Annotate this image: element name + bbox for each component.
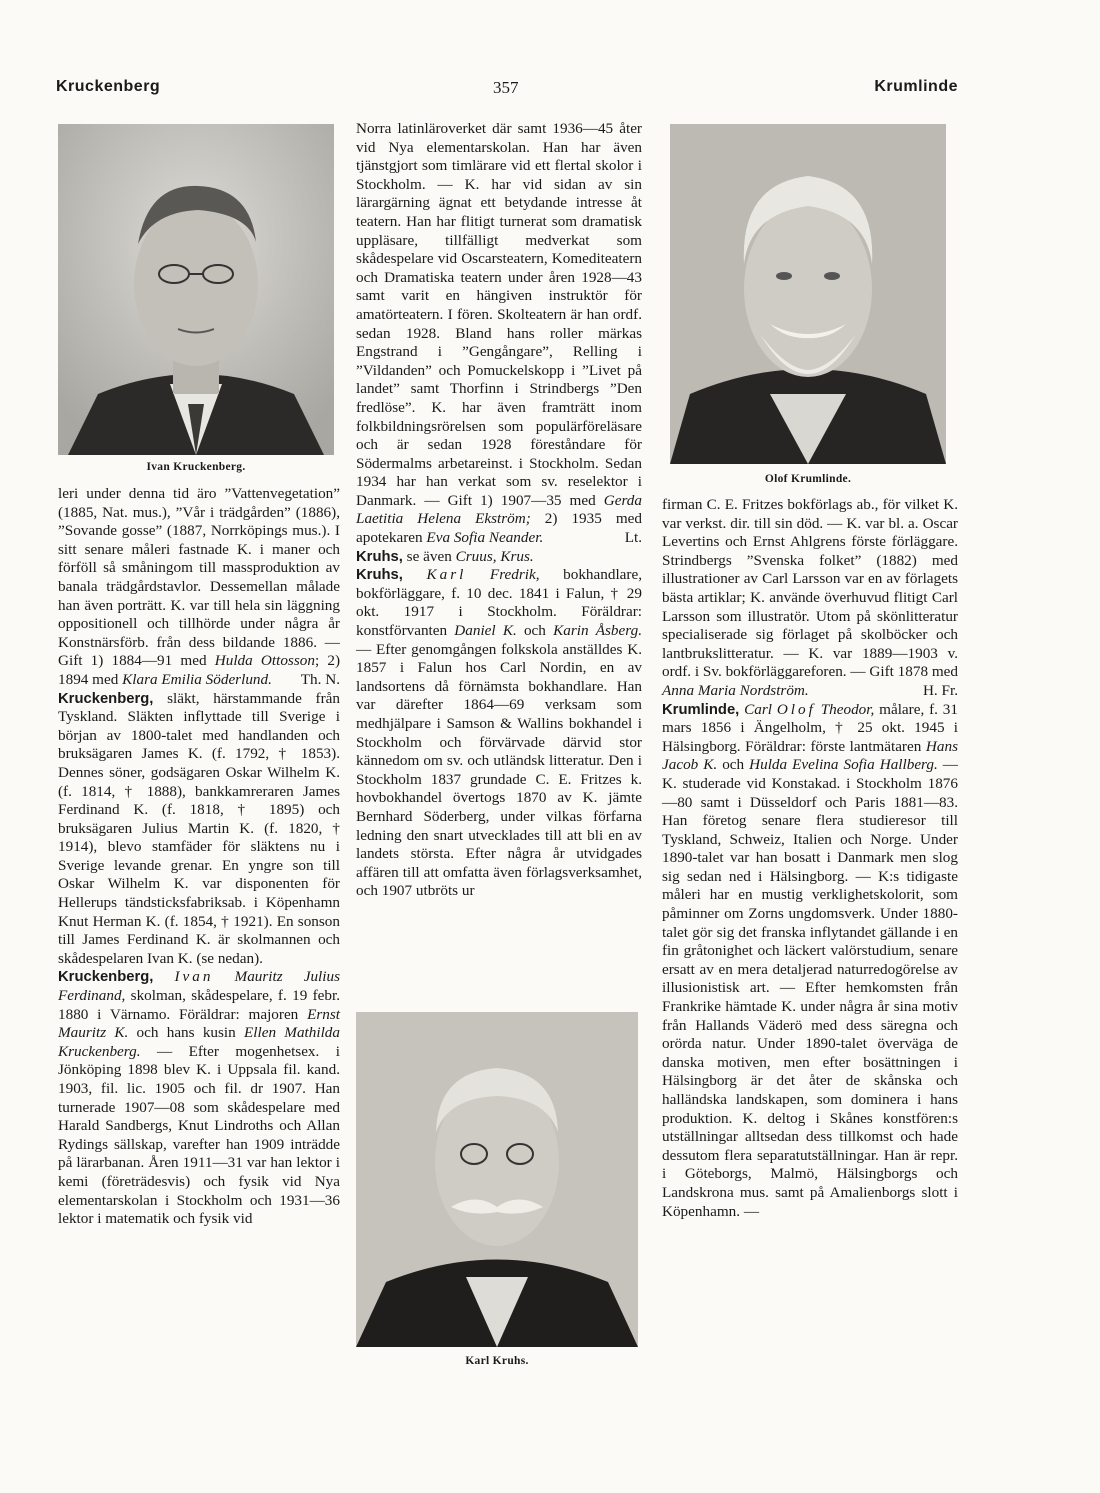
entry-ivan-kruckenberg-continued: Norra latinläroverket där samt 1936—45 åter vid Nya elementarskolan. Han har även tjänstgjort som timlärare vid ett flertal skolor i Stockholm. — K. har vid sidan av sin lärargärning ägnat ett betydande intresse åt teatern. Han har flitigt turnerat som dramatisk uppläsare, tillfälligt medverkat som skådespelare vid Oscarsteatern, Komediteatern och Dramatiska teatern under åren 1928—43 samt varit en hängiven instruktör för amatörteatern. I fören. Skolteatern är han ordf. sedan 1928. Bland hans roller märkas Engstrand i ”Gengångare”, Relling i ”Vildanden” och Pomuckelskopp i ”Livet på landet” samt Thorfinn i Strindbergs ”Den fredlöse”. K. har även framträtt inom folkbildningsrörelsen som populärföreläsare och är sedan 1928 föreståndare för Södermalms arbetareinst. i Stockholm. Sedan 1934 har han verkat som sv. reselektor i Danmark. — Gift 1) 1907—35 med Gerda Laetitia Helena Ekström; 2) 1935 med apotekaren Eva Sofia Neander. Lt. — [356, 120, 642, 547]
entry-kruhs-see-also: Kruhs, se även Cruus, Krus. — [356, 547, 534, 565]
running-head-left: Kruckenberg — [56, 78, 161, 95]
portrait-olof-krumlinde — [670, 124, 946, 464]
entry-kruckenberg-continued: leri under denna tid äro ”Vattenvegetation” (1885, Nat. mus.), ”Vår i trädgården” (1886), ”Sovande gosse” (1887, Norrköpings mus.). I sitt senare måleri fastnade K. i maner och förföll så småningom till massproduktion av banala trädgårdstavlor. Dessemellan målade han även porträtt. K. var till hela sin läggning oppositionell och tillhörde under några år Konstnärsförb. från dess bildande 1886. — Gift 1) 1884—91 med Hulda Ottosson; 2) 1894 med Klara Emilia Söderlund. Th. N. — [58, 485, 340, 688]
headword: Kruckenberg, — [58, 969, 154, 986]
headword: Krumlinde, — [662, 701, 740, 718]
caption-olof-krumlinde: Olof Krumlinde. — [764, 473, 852, 485]
entry-ivan-kruckenberg: Kruckenberg, Ivan Mauritz Julius Ferdinand, skolman, skådespelare, f. 19 febr. 1880 i Värnamo. Föräldrar: majoren Ernst Mauritz K. och hans kusin Ellen Mathilda Kruckenberg. — Efter mogenhetsex. i Jönköping 1898 blev K. i Uppsala fil. kand. 1903, fil. lic. 1905 och fil. dr 1907. Han turnerade 1907—08 som skådespelare med Harald Sandbergs, Knut Lindroths och Allan Rydings sällskap, varefter han 1909 inträdde på lärarbanan. Åren 1911—31 var han lektor i kemi (företrädesvis) och fysik vid Nya elementarskolan i Stockholm och 1931—36 lektor i matematik och fysik vid — [58, 968, 340, 1228]
entry-olof-krumlinde: Krumlinde, Carl Olof Theodor, målare, f. 31 mars 1856 i Ängelholm, † 25 okt. 1945 i Hälsingborg. Föräldrar: förste lantmätaren Hans Jacob K. och Hulda Evelina Sofia Hallberg. — K. studerade vid Konstakad. i Stockholm 1876—80 samt i Düsseldorf och Paris 1881—83. Han företog senare flera studieresor till Tyskland, Schweiz, Italien och Norge. Under 1890-talet var han bosatt i Danmark men slog sig sedan ned i Hälsingborg. — K:s tidigaste måleri har en mustig verklighetskolorit, som påminner om Zorns ungdomsverk. Under 1880-talet gör sig det franska inflytandet gällande i en fin gråtonighet och läckert valörstudium, senare ersatt av en mera detaljerad naturredogörelse av illusionistisk art. — Efter hemkomsten från Frankrike hämtade K. under några år sina motiv från Hallands Väderö med dess säregna och orörda natur. Under 1890-talet överväga de danska motiven, men efter bosättningen i Hälsingborg är det åter de skånska och halländska landskapen, som dominera i hans produktion. K. deltog i Skånes konstfören:s utställningar alltsedan dess tillkomst och hade dessutom flera separatutställningar. Han är repr. i Göteborgs, Malmö, Hälsingborgs och Landskrona mus. samt på Amalienborgs slott i Köpenhamn. — — [662, 700, 958, 1220]
entry-karl-kruhs: Kruhs, Karl Fredrik, bokhandlare, bokförläggare, f. 10 dec. 1841 i Falun, † 29 okt. 1917 i Stockholm. Föräldrar: konstförvanten Daniel K. och Karin Åsberg. — Efter genomgången folkskola anställdes K. 1857 i Falun hos Carl Nordin, en av landsortens då förnämsta bokhandlare. Han var därefter 1864—69 verksam som medhjälpare i Samson & Wallins bokhandel i Stockholm och förvärvade därvid stor kännedom om sv. och utländsk litteratur. Den i Stockholm 1837 grundade C. E. Fritzes k. hovbokhandel övertogs 1870 av K. jämte Bernhard Söderberg, under vilkas förfarna ledning den snart utvecklades till att bli en av landets största. Efter några år utvidgades affären till att omfatta även förlagsverksamhet, och 1907 utbröts ur — [356, 566, 642, 900]
portrait-ivan-kruckenberg — [58, 124, 334, 455]
column-1 — [58, 485, 340, 1229]
headword: Kruhs, — [356, 548, 403, 565]
caption-karl-kruhs: Karl Kruhs. — [465, 1355, 529, 1367]
entry-karl-kruhs-continued: firman C. E. Fritzes bokförlags ab., för vilket K. var verkst. dir. till sin död. — K. var bl. a. Oscar Levertins och Ernst Ahlgrens förste förläggare. Strindbergs ”Svenska folket” (1882) med illustrationer av Carl Larsson var en av förlagets bästa artiklar; K. använde överhuvud flitigt Carl Larsson som illustratör. Utom på skönlitteratur specialiserade sig förlaget på skolböcker och lantbrukslitteratur. — K. var 1889—1903 v. ordf. i Sv. bokförläggareforen. — Gift 1878 med Anna Maria Nordström. H. Fr. — [662, 496, 958, 699]
portrait-karl-kruhs — [356, 1012, 638, 1347]
page-number: 357 — [493, 78, 519, 97]
running-head-right: Krumlinde — [874, 78, 958, 95]
headword: Kruhs, — [356, 567, 403, 584]
caption-ivan-kruckenberg: Ivan Kruckenberg. — [146, 461, 246, 473]
entry-kruckenberg-family: Kruckenberg, släkt, härstammande från Tyskland. Släkten inflyttade till Sverige i början av 1800-talet med handlanden och bruksägaren James K. (f. 1792, † 1853). Dennes söner, godsägaren Oskar Wilhelm K. (f. 1814, † 1888), bankkamreraren James Ferdinand K. (f. 1818, † 1895) och bruksägaren Julius Martin K. (f. 1820, † 1914), blevo stamfäder för släktens nu i Sverige levande grenar. En yngre son till Oskar Wilhelm K. var disponenten för Hellerups tändsticksfabriksab. i Köpenhamn Knut Herman K. (f. 1854, † 1921). En sonson till James Ferdinand K. är skolmannen och skådespelaren Ivan K. (se nedan). — [58, 689, 340, 967]
column-2 — [356, 120, 642, 901]
column-3 — [662, 496, 958, 1221]
headword: Kruckenberg, — [58, 690, 154, 707]
